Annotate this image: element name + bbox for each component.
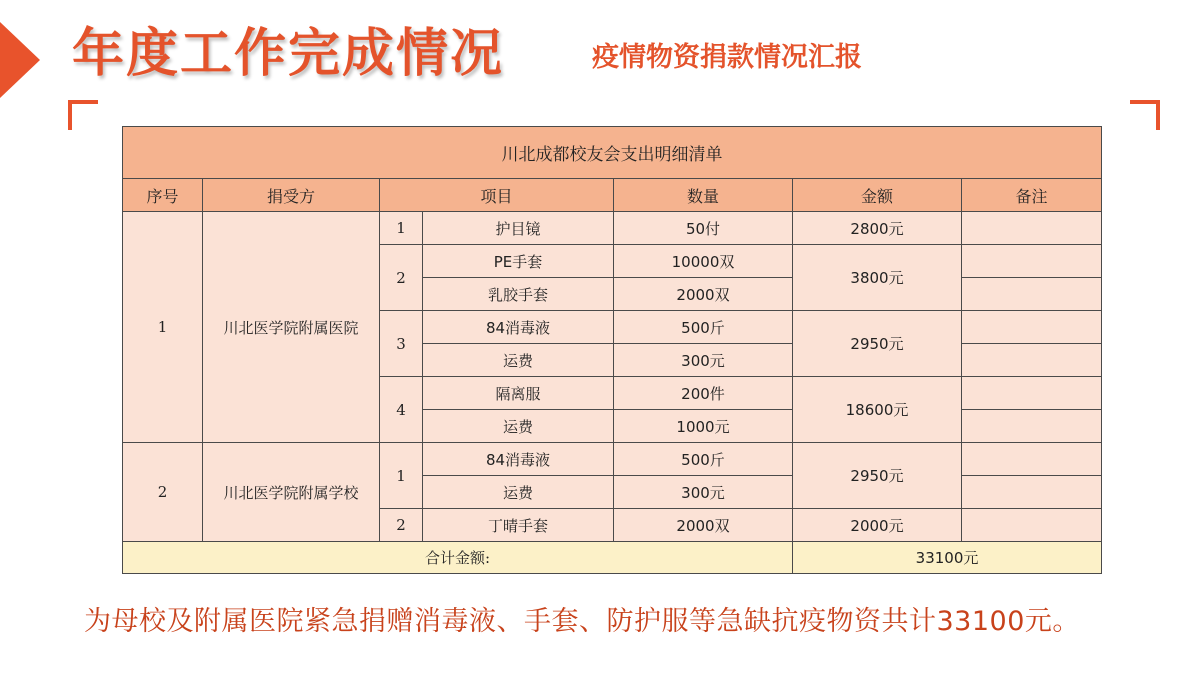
column-header-amount: 金额 <box>793 179 962 212</box>
table-title: 川北成都校友会支出明细清单 <box>123 127 1102 179</box>
column-header-remark: 备注 <box>962 179 1102 212</box>
quantity-cell: 10000双 <box>614 245 793 278</box>
expense-detail-table <box>122 126 1102 574</box>
recipient-cell: 川北医学院附属医院 <box>203 212 380 443</box>
remark-cell <box>962 245 1102 278</box>
column-header-recipient: 捐受方 <box>203 179 380 212</box>
quantity-cell: 200件 <box>614 377 793 410</box>
item-name-cell: 隔离服 <box>423 377 614 410</box>
item-number-cell: 1 <box>380 443 423 509</box>
table-row <box>123 212 1102 245</box>
item-name-cell: 运费 <box>423 344 614 377</box>
remark-cell <box>962 509 1102 542</box>
summary-text: 为母校及附属医院紧急捐赠消毒液、手套、防护服等急缺抗疫物资共计33100元。 <box>84 606 1080 637</box>
remark-cell <box>962 476 1102 509</box>
corner-bracket-left <box>68 100 98 130</box>
seq-cell: 1 <box>123 212 203 443</box>
remark-cell <box>962 377 1102 410</box>
column-header-quantity: 数量 <box>614 179 793 212</box>
table-title-row <box>123 127 1102 179</box>
arrow-decoration <box>0 22 40 98</box>
amount-cell: 18600元 <box>793 377 962 443</box>
item-name-cell: 运费 <box>423 476 614 509</box>
remark-cell <box>962 278 1102 311</box>
amount-cell: 2950元 <box>793 443 962 509</box>
quantity-cell: 500斤 <box>614 443 793 476</box>
quantity-cell: 50付 <box>614 212 793 245</box>
page-title: 年度工作完成情况 <box>72 24 505 84</box>
column-header-seq: 序号 <box>123 179 203 212</box>
item-name-cell: 乳胶手套 <box>423 278 614 311</box>
remark-cell <box>962 410 1102 443</box>
remark-cell <box>962 212 1102 245</box>
amount-cell: 2000元 <box>793 509 962 542</box>
quantity-cell: 2000双 <box>614 278 793 311</box>
amount-cell: 2950元 <box>793 311 962 377</box>
item-name-cell: 丁晴手套 <box>423 509 614 542</box>
quantity-cell: 500斤 <box>614 311 793 344</box>
remark-cell <box>962 443 1102 476</box>
seq-cell: 2 <box>123 443 203 542</box>
recipient-cell: 川北医学院附属学校 <box>203 443 380 542</box>
item-name-cell: 84消毒液 <box>423 443 614 476</box>
amount-cell: 2800元 <box>793 212 962 245</box>
total-row <box>123 542 1102 574</box>
item-name-cell: PE手套 <box>423 245 614 278</box>
item-name-cell: 护目镜 <box>423 212 614 245</box>
item-name-cell: 84消毒液 <box>423 311 614 344</box>
remark-cell <box>962 311 1102 344</box>
quantity-cell: 300元 <box>614 344 793 377</box>
corner-bracket-right <box>1130 100 1160 130</box>
amount-cell: 3800元 <box>793 245 962 311</box>
total-label: 合计金额: <box>123 542 793 574</box>
total-value: 33100元 <box>793 542 1102 574</box>
table-header-row <box>123 179 1102 212</box>
remark-cell <box>962 344 1102 377</box>
column-header-item: 项目 <box>380 179 614 212</box>
quantity-cell: 300元 <box>614 476 793 509</box>
quantity-cell: 2000双 <box>614 509 793 542</box>
item-number-cell: 1 <box>380 212 423 245</box>
item-name-cell: 运费 <box>423 410 614 443</box>
table-row <box>123 443 1102 476</box>
item-number-cell: 3 <box>380 311 423 377</box>
item-number-cell: 4 <box>380 377 423 443</box>
page-subtitle: 疫情物资捐款情况汇报 <box>592 42 862 73</box>
item-number-cell: 2 <box>380 509 423 542</box>
item-number-cell: 2 <box>380 245 423 311</box>
quantity-cell: 1000元 <box>614 410 793 443</box>
